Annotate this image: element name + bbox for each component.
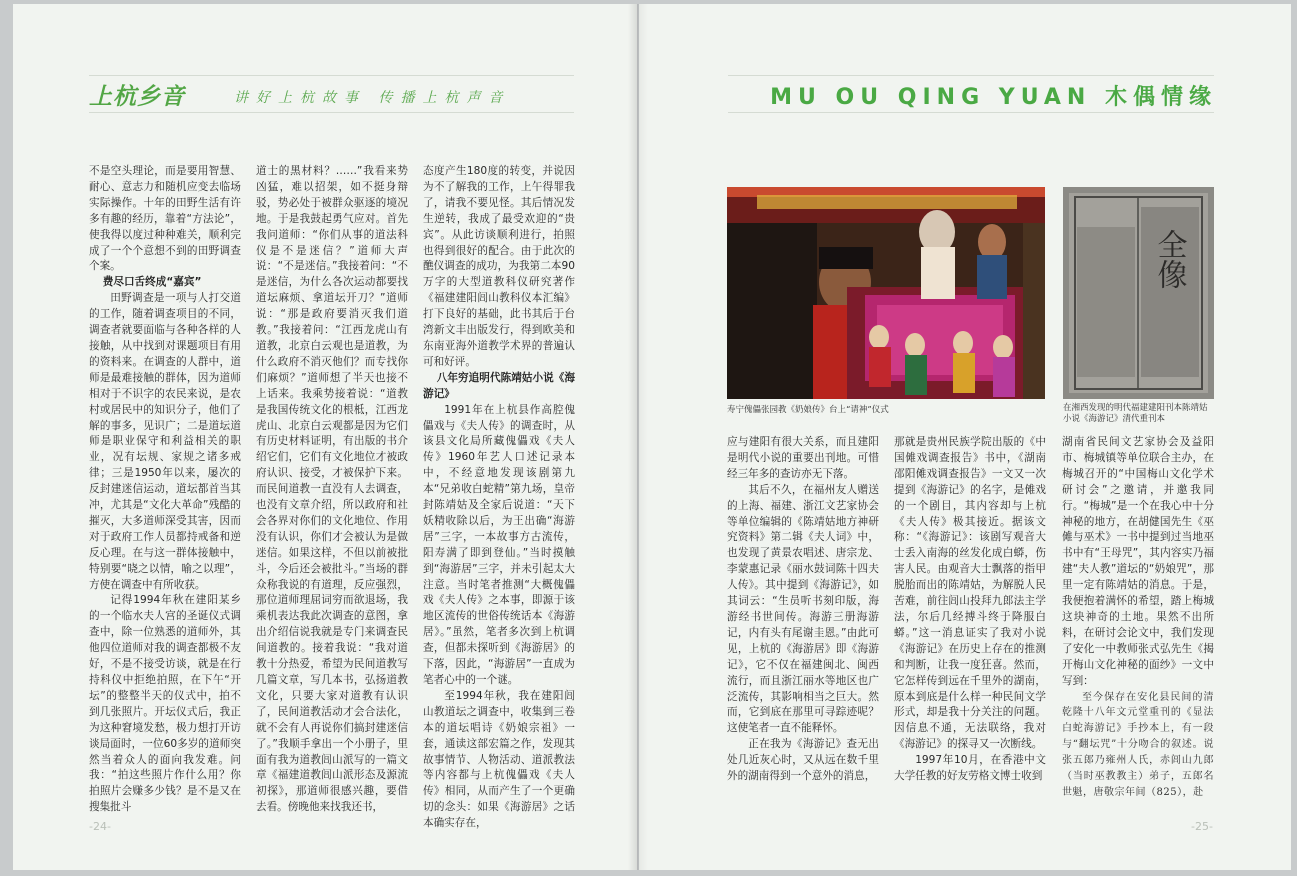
paragraph: 1991年在上杭县作高腔傀儡戏与《夫人传》的调查时，从该县文化局所藏傀儡戏《夫人传》1960年艺人口述记录本中，不经意地发现该剧第九本“兄弟收白蛇精”第九场，皇帝封陈靖姑及全家后说道：“天下妖精收除以后，为王出确“海游居”三字，一本故事方古流传，阳寿满了即到登仙。”当时摸触到“海游居”三字，并未引起太大注意。当时笔者推测“大概傀儡戏《夫人传》之本事，即源于该地区流传的世俗传统话本《海游居》。”虽然，笔者多次到上杭调查，但都未探听到《海游居》的下落，因此，“海游居”一直成为笔者心中的一个谜。 bbox=[423, 403, 575, 686]
left-column-3 bbox=[423, 164, 575, 830]
paragraph: 至1994年秋，我在建阳闾山教道坛之调查中，收集到三卷本的道坛唱诗《奶娘宗祖》一套，通读这部宏篇之作，发现其故事情节、人物活动、道派教法等内容都与上杭傀儡戏《夫人传》相同，从而产生了一个更确切的念头：如果《海游居》之话本确实存在， bbox=[423, 689, 575, 830]
right-column-2 bbox=[894, 435, 1046, 815]
left-column-1 bbox=[89, 164, 241, 814]
paragraph: 道士的黑材料？……”我看来势凶猛，难以招架，如不挺身辩驳，势必处于被群众驱逐的境况地。于是我鼓起勇气应对。首先我问道师：“你们从事的道法科仪是不是迷信？”道师大声说：“不是迷信。”我接着问：“不是迷信，为什么各次运动都要找道坛麻烦、拿道坛开刀？”道师说：“那是政府要消灭我们道教。”我接着问：“江西龙虎山有道教，北京白云观也是道教，为什么政府不消灭他们？而专找你们麻烦？”道师想了半天也接不上话来。我乘势接着说：“道教是我国传统文化的根柢，江西龙虎山、北京白云观都是因为它们有历史材料证明，有出版的书介绍它们，它们有文化地位才被政府认识、接受，才被保护下来。而民间道教一直没有人去调查，也没有文章介绍，所以政府和社会各界对你们的文化地位、作用没有认识，你们才会被认为是做迷信。如果这样，不但以前被批斗，今后还会被批斗。”当场的群众称我说的有道理，反应强烈，那位道师理屈词穷而欲退场，我乘机表达我此次调查的意图，拿出介绍信说我就是专门来调查民间道教的。接着我说：“我对道教十分热爱，希望为民间道教写几篇文章，写几本书，弘扬道教文化，只要大家对道教有认识了，民间道教活动才会合法化，就不会有人再说你们搞封建迷信了。”我顺手拿出一个小册子，里面有我为道教闾山派写的一篇文章《福建道教闾山派形态及源流初探》，那道师很感兴趣，要借去看。傍晚他来找我还书， bbox=[256, 165, 408, 814]
right-column-1 bbox=[727, 435, 879, 815]
section-title: MU OU QING YUAN 木偶情缘 bbox=[770, 85, 1217, 110]
puppet-ritual-photo bbox=[727, 187, 1045, 399]
book-cover-text: 全像 bbox=[1151, 229, 1187, 289]
paragraph: 那就是贵州民族学院出版的《中国傩戏调查报告》书中，《湖南邵阳傩戏调查报告》一文又一次提到《海游记》的名字，是傩戏的一个剧目，其内容却与上杭《夫人传》极其接近。据该文称：“《海游记》：该剧写观音大士丢入南海的丝发化成白蟒，伤害人民。由观音大士飘落的指甲脱胎而出的陈靖姑，为解脱人民苦难，前往闾山投拜九郎法主学法，尔后几经搏斗终于降服白蟒。”这一消息证实了我对小说《海游记》在历史上存在的推测和判断，让我一度狂喜。然而，它怎样传到远在千里外的湖南，原本到底是什么样一种民间文学形式，却是我十分关注的问题。因信息不通，无法联络，我对《海游记》的探寻又一次断线。 bbox=[894, 436, 1046, 751]
header-bottom-rule-right bbox=[728, 112, 1214, 113]
paragraph: 正在我为《海游记》查无出处几近灰心时，又从远在数千里外的湖南得到一个意外的消息， bbox=[727, 738, 879, 783]
paragraph: 湖南省民间文艺家协会及益阳市、梅城镇等单位联合主办，在梅城召开的“中国梅山文化学术研讨会”之邀请，并邀我同行。“梅城”是一个在我心中十分神秘的地方，在胡健国先生《巫傩与巫术》一书中提到过当地巫书中有“王母咒”，其内容实乃福建“夫人教”道坛的“奶娘咒”，那里一定有陈靖姑的消息。于是，我便抱着满怀的希望，踏上梅城这块神奇的土地。果然不出所料，在研讨会论文中，我们发现了安化一中教师张式弘先生《揭开梅山文化神秘的面纱》一文中写到： bbox=[1062, 436, 1214, 687]
page-number-left: -24- bbox=[89, 820, 111, 833]
header-slogan: 讲好上杭故事 传播上杭声音 bbox=[234, 90, 511, 106]
section-heading: 费尽口舌终成“嘉宾” bbox=[102, 276, 202, 289]
brand-logo: 上杭乡音 bbox=[89, 84, 185, 110]
page-gutter bbox=[628, 4, 648, 870]
right-column-3 bbox=[1062, 435, 1214, 815]
paragraph: 态度产生180度的转变，并说因为不了解我的工作，上午得罪我了，请我不要见怪。其后情况发生逆转，我成了最受欢迎的“贵宾”。从此访谈顺利进行，拍照也得到很好的配合。由于此次的醮仪调查的成功，为我第二本90万字的大型道教科仪研究著作《福建建阳闾山教科仪本汇编》打下良好的基础，此书其后于台湾新文丰出版发行，得到欧美和东南亚海外道教学术界的普遍认可和好评。 bbox=[423, 165, 575, 368]
header-top-rule-right bbox=[728, 75, 1214, 76]
paragraph: 1997年10月，在香港中文大学任教的好友劳格文博士收到 bbox=[894, 754, 1046, 783]
page-number-right: -25- bbox=[1191, 820, 1213, 833]
block-quote: 至今保存在安化县民间的清乾隆十八年文元堂重刊的《显法白蛇海游记》手抄本上，有一段与“翻坛咒”十分吻合的叙述。说张五郎乃雍州人氏，赤闾山九郎（当时巫教教主）弟子，五郎名世魁，唐敬宗年间（825），赴 bbox=[1062, 691, 1214, 798]
paragraph: 不是空头理论，而是要用智慧、耐心、意志力和随机应变去临场实际操作。十年的田野生活有许多有趣的经历，靠着“方法论”，使我得以度过种种难关，顺利完成了一个个意想不到的田野调查个案。 bbox=[89, 165, 241, 273]
puppet-photo-caption: 寿宁傀儡张园教《奶娘传》台上“请神”仪式 bbox=[727, 405, 889, 415]
paragraph: 记得1994年秋在建阳某乡的一个临水夫人宫的圣诞仪式调查中，除一位熟悉的道师外，其他四位道师对我的调查都极不友好，不是不接受访谈，就是在行持科仪中拒绝拍照，在下午“开坛”的整整半天的仪式中，拍不到几张照片。开坛仪式后，我正为这种窘境发愁，极力想打开访谈局面时，一位60多岁的道师突然当着众人的面向我发难。问我：“拍这些照片作什么用？你拍照片会赚多少钱？是不是又在搜集批斗 bbox=[89, 594, 241, 814]
header-bottom-rule-left bbox=[89, 112, 574, 113]
left-column-2 bbox=[256, 164, 408, 814]
book-scan-photo bbox=[1063, 187, 1214, 399]
paragraph: 田野调查是一项与人打交道的工作，随着调查项目的不同，调查者就要面临与各种各样的人接触，从中找到对课题项目有用的资料来。在调查的人群中，道师是最难接触的群体，因为道师相对于不识字的农民来说，是农村或居民中的知识分子，他们了解的事多，见识广；二是道坛道师是职业保守和利益相关的职业，况有坛规、家规之诸多戒律；三是1950年以来，屡次的反封建迷信运动，道坛都首当其冲，尤其是“文化大革命”残酷的摧灭，大多道师深受其害，因而对于政府工作人员都持戒备和逆反心理。在与这一群体接触中，特别要“晓之以情，喻之以理”，方使在调查中有所收获。 bbox=[89, 292, 241, 591]
book-photo-caption: 在湘西发现的明代福建建阳刊本陈靖姑小说《海游记》清代重刊本 bbox=[1063, 403, 1208, 424]
paragraph: 其后不久，在福州友人赠送的上海、福建、浙江文艺家协会等单位编辑的《陈靖姑地方神研究资料》第二辑《夫人词》中，也发现了黄景农唱述、唐宗龙、李蒙惠记录《丽水鼓词陈十四夫人传》。其中提到《海游记》，如其词云：“生员听书刻印版，海游经书世间传。海游三册海游记，内有头有尾谢圭恩。”由此可见，上杭的《海游居》即《海游记》，它不仅在福建闽北、闽西流行，而且浙江丽水等地区也广泛流传，其影响相当之巨大。然而，它到底在那里可寻踪迹呢？这使笔者一直不能释怀。 bbox=[727, 483, 879, 735]
header-top-rule-left bbox=[89, 75, 574, 76]
paragraph: 应与建阳有很大关系，而且建阳是明代小说的重要出刊地。可惜经三年多的查访亦无下落。 bbox=[727, 436, 879, 480]
section-heading: 八年穷追明代陈靖姑小说《海游记》 bbox=[423, 371, 575, 400]
